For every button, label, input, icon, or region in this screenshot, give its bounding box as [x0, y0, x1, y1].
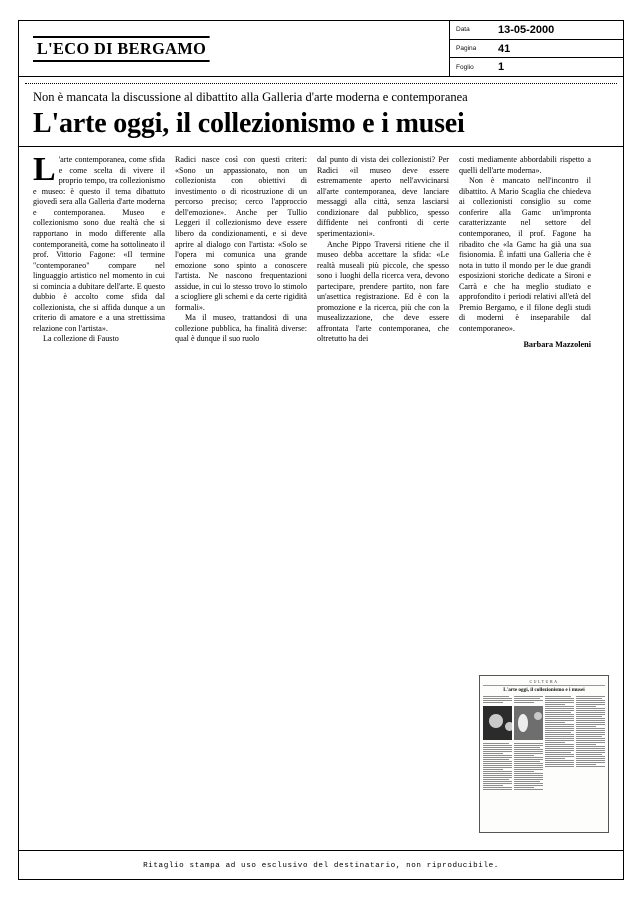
masthead-meta-box	[449, 21, 623, 76]
thumbnail-column	[576, 696, 605, 828]
headline-rule	[19, 146, 623, 147]
footer-rule	[19, 850, 623, 851]
article-column-4	[459, 155, 591, 350]
paragraph	[175, 155, 307, 313]
paragraph-text: costi mediamente abbordabili rispetto a quelli dell'arte moderna».	[459, 155, 591, 175]
thumbnail-photo	[514, 706, 543, 740]
thumbnail-column	[545, 696, 574, 828]
page-thumbnail	[479, 675, 609, 833]
article-column-3	[317, 155, 449, 350]
meta-label-data: Data	[456, 26, 470, 34]
dotted-separator	[25, 77, 617, 84]
meta-row-foglio	[450, 58, 623, 76]
headline-block	[19, 84, 623, 146]
newspaper-clipping-page	[18, 20, 624, 880]
paragraph-text: La collezione di Fausto	[43, 334, 119, 344]
paragraph	[175, 313, 307, 345]
thumbnail-body	[483, 696, 605, 828]
article-headline: L'arte oggi, il collezionismo e i musei	[33, 108, 465, 139]
paragraph	[317, 155, 449, 239]
thumbnail-column	[483, 696, 512, 828]
meta-value-pagina: 41	[498, 42, 511, 55]
paragraph-text: Ma il museo, trattandosi di una collezione pubblica, ha finalità diverse: qual è dunque il suo ruolo	[175, 313, 307, 344]
masthead	[19, 21, 623, 77]
thumbnail-photo	[483, 706, 512, 740]
paragraph-text: Anche Pippo Traversi ritiene che il museo debba accettare la sfida: «Le realtà museali più piccole, che spesso sono i luoghi della ricerca vera, devono partecipare, prendere partito, non fare un'asettica registrazione. Ed è con la promozione e la ricerca, più che con la musealizzazione, che deve essere affrontata l'arte contemporanea, che oltretutto ha dei	[317, 239, 449, 344]
article-columns	[19, 151, 623, 350]
footer-notice: Ritaglio stampa ad uso esclusivo del destinatario, non riproducibile.	[143, 862, 499, 870]
paragraph	[317, 240, 449, 345]
paragraph-text: 'arte contemporanea, come sfida e come scelta di vivere il proprio tempo, tra collezionismo e museo: è questo il tema dibattuto giovedì sera alla Galleria d'arte moderna e contemporanea. Museo e collezionismo sono due realtà che si rapportano in modo differente alla contemporaneità, come ha sottolineato il prof. Vittorio Fagone: «Il termine "contemporaneo" compare nel linguaggio artistico nel momento in cui si comincia a dubitare dell'arte. E questo dubbio è accolto come sfida dal collezionista, che si affida dunque a un criterio di amatore e a una strettissima relazione con l'artista».	[33, 155, 165, 333]
thumbnail-headline: L'arte oggi, il collezionismo e i musei	[503, 687, 585, 693]
article-byline: Barbara Mazzoleni	[523, 340, 591, 350]
thumbnail-section-header: CULTURA	[483, 679, 605, 686]
paragraph	[459, 176, 591, 334]
paragraph-text: dal punto di vista dei collezionisti? Per Radici «il museo deve essere estremamente aperto nell'avvicinarsi all'arte contemporanea, deve lanciare messaggi alla città, senza lasciarsi condizionare dal pubblico, spesso diffidente nei confronti di certe sperimentazioni».	[317, 155, 449, 238]
newspaper-logo: L'ECO DI BERGAMO	[33, 36, 210, 62]
paragraph	[33, 151, 165, 334]
meta-row-data	[450, 21, 623, 40]
paragraph-text: Non è mancato nell'incontro il dibattito. A Mario Scaglia che chiedeva ai collezionisti consiglio su come conferire alla Gamc un'impronta caratterizzante nel settore del contemporaneo, il prof. Fagone ha ribadito che «la Gamc ha già una sua fisionomia. È infatti una Galleria che è nota in tutto il mondo per le due grandi esposizioni storiche dedicate a Sironi e Carrà e che ha meglio studiato e approfondito i periodi relativi all'età del Premio Bergamo, e il filone degli studi di moderni è inseparabile dal contemporaneo».	[459, 176, 591, 333]
masthead-logo-area	[19, 21, 449, 76]
paragraph-text: Radici nasce così con questi criteri: «Sono un appassionato, non un collezionista con obiettivi di investimento o di ricostruzione di un percorso preciso; cerco l'approccio dell'emozione». Anche per Tullio Leggeri il collezionismo deve essere libero da condizionamenti, e si deve aprire al dialogo con l'artista: «Solo se l'opera mi comunica una grande emozione sono spinto a conoscere l'artista. Ne nascono frequentazioni assidue, in cui lo stesso trovo lo stimolo a sciogliere gli schemi e da certe rigidità formali».	[175, 155, 307, 312]
paragraph	[459, 155, 591, 176]
drop-cap: L	[33, 151, 56, 189]
meta-row-pagina	[450, 40, 623, 59]
thumbnail-column	[514, 696, 543, 828]
article-column-1	[33, 151, 165, 350]
meta-label-pagina: Pagina	[456, 45, 477, 52]
paragraph	[33, 334, 165, 345]
article-column-2	[175, 155, 307, 350]
meta-label-foglio: Foglio	[456, 63, 474, 71]
article-kicker: Non è mancata la discussione al dibattito alla Galleria d'arte moderna e contemporanea	[33, 90, 468, 104]
meta-value-data: 13-05-2000	[498, 23, 555, 36]
meta-value-foglio: 1	[498, 61, 505, 74]
